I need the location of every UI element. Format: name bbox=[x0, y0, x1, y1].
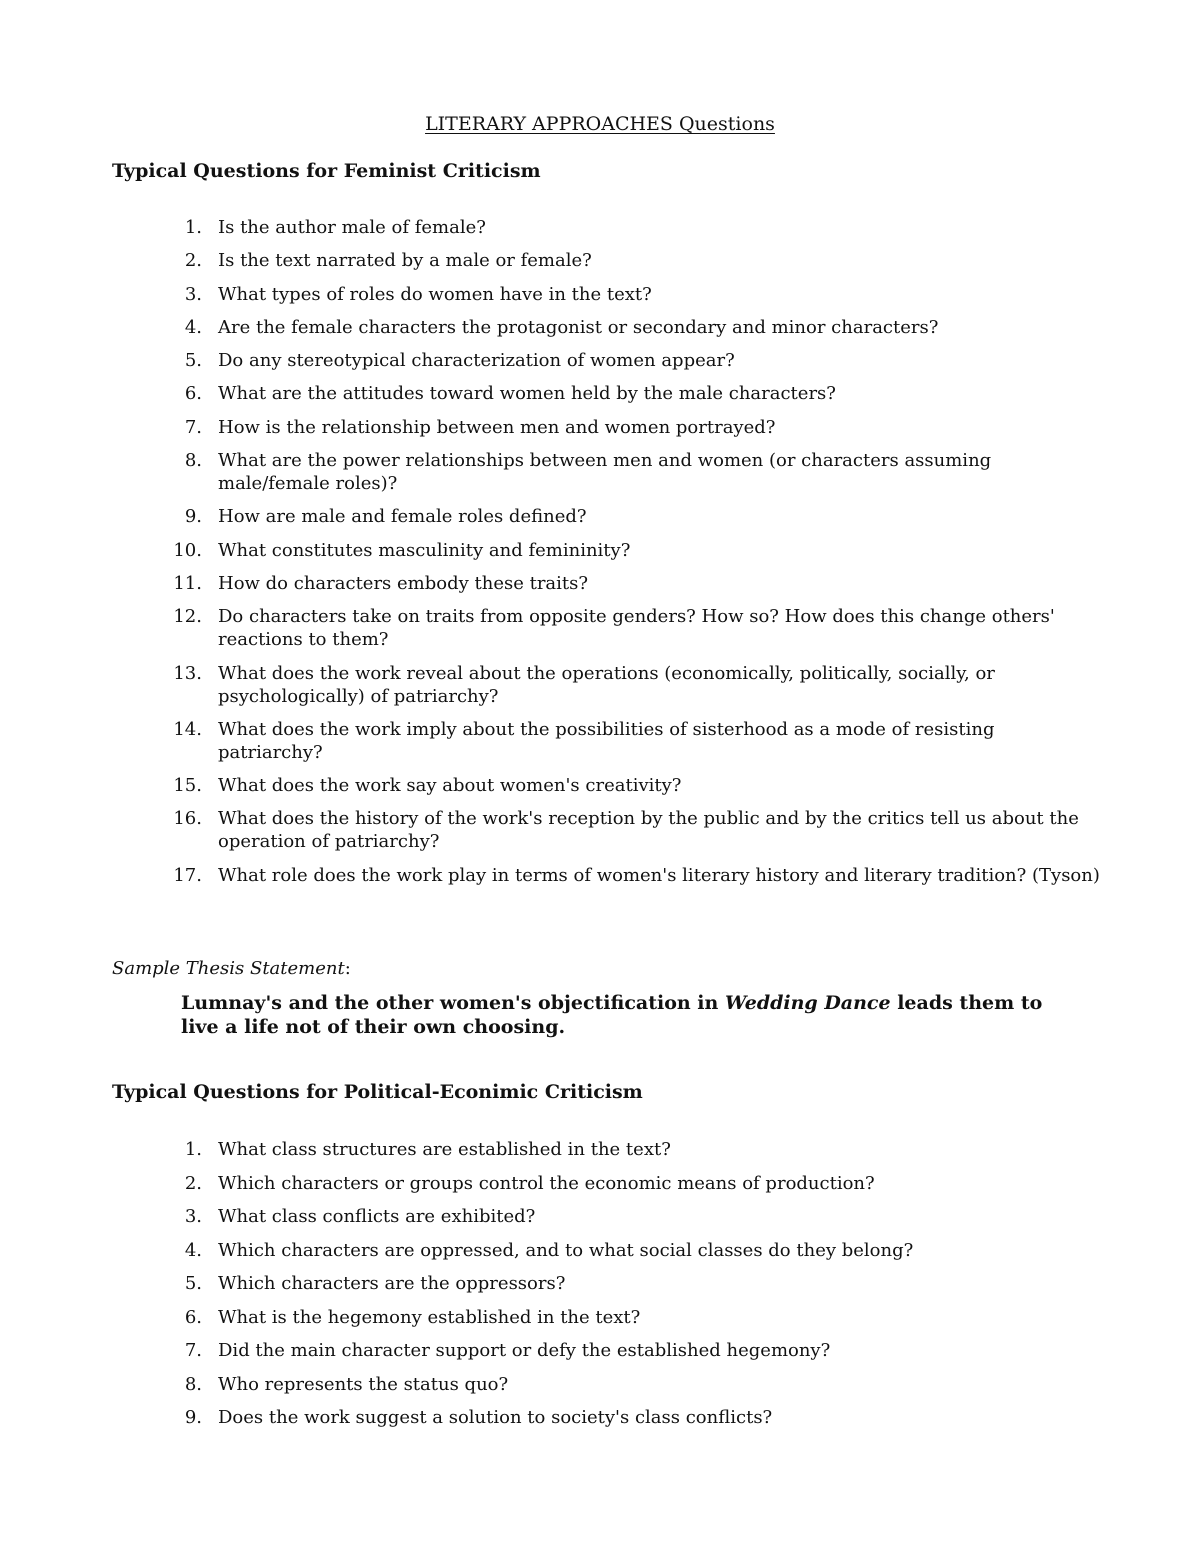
item-text: What does the work reveal about the operations (economically, politically, socially, or psychologically) of patriarchy? bbox=[218, 662, 995, 707]
item-text: What class conflicts are exhibited? bbox=[218, 1206, 536, 1227]
list-item bbox=[112, 605, 1102, 651]
item-text: Do characters take on traits from opposite genders? How so? How does this change others' reactions to them? bbox=[218, 606, 1055, 651]
list-item bbox=[112, 1339, 1102, 1362]
item-text: What are the power relationships between men and women (or characters assuming male/female roles)? bbox=[218, 450, 992, 495]
thesis-text-part1: Lumnay's and the other women's objectification in bbox=[181, 992, 725, 1014]
item-text: What does the work say about women's creativity? bbox=[218, 775, 682, 797]
section-heading-political: Typical Questions for Political-Econimic Criticism bbox=[112, 1081, 643, 1103]
political-question-list bbox=[112, 1138, 1102, 1440]
item-text: How is the relationship between men and women portrayed? bbox=[218, 416, 776, 438]
item-text: What is the hegemony established in the text? bbox=[218, 1306, 641, 1328]
item-text: How are male and female roles defined? bbox=[218, 506, 587, 528]
item-number: 6. bbox=[184, 383, 202, 405]
item-number: 7. bbox=[184, 1340, 202, 1361]
item-number: 1. bbox=[184, 1139, 202, 1160]
item-number: 5. bbox=[184, 350, 202, 372]
feminist-question-list bbox=[112, 216, 1102, 897]
item-number: 2. bbox=[184, 1172, 202, 1194]
list-item bbox=[112, 1138, 1102, 1161]
sample-thesis-label bbox=[112, 958, 351, 979]
item-number: 9. bbox=[184, 1407, 202, 1428]
item-number: 17. bbox=[173, 864, 202, 886]
item-number: 10. bbox=[173, 539, 202, 561]
list-item bbox=[112, 718, 1102, 764]
list-item bbox=[112, 807, 1102, 853]
item-text: Do any stereotypical characterization of women appear? bbox=[218, 350, 735, 372]
list-item bbox=[112, 662, 1102, 708]
list-item bbox=[112, 774, 1102, 797]
item-number: 7. bbox=[184, 416, 202, 438]
list-item bbox=[112, 1172, 1102, 1195]
item-number: 6. bbox=[184, 1306, 202, 1328]
item-number: 3. bbox=[184, 1206, 202, 1227]
list-item bbox=[112, 1239, 1102, 1262]
item-number: 1. bbox=[184, 217, 202, 238]
list-item bbox=[112, 349, 1102, 372]
list-item bbox=[112, 864, 1102, 887]
thesis-statement bbox=[181, 991, 1086, 1039]
item-number: 11. bbox=[173, 572, 202, 594]
item-text: Are the female characters the protagonist or secondary and minor characters? bbox=[218, 316, 939, 338]
item-number: 5. bbox=[184, 1273, 202, 1294]
list-item bbox=[112, 1306, 1102, 1329]
item-text: What constitutes masculinity and femininity? bbox=[218, 539, 631, 561]
item-number: 8. bbox=[184, 1373, 202, 1395]
item-text: Which characters or groups control the economic means of production? bbox=[218, 1172, 875, 1194]
item-text: Does the work suggest a solution to society's class conflicts? bbox=[218, 1407, 773, 1428]
list-item bbox=[112, 1373, 1102, 1396]
thesis-work-title: Wedding Dance bbox=[724, 992, 891, 1014]
thesis-text-part2: leads them to live a life not of their own choosing. bbox=[181, 992, 1043, 1038]
item-text: Which characters are the oppressors? bbox=[218, 1273, 566, 1294]
list-item bbox=[112, 572, 1102, 595]
item-text: What are the attitudes toward women held by the male characters? bbox=[218, 383, 836, 405]
list-item bbox=[112, 249, 1102, 272]
item-number: 2. bbox=[184, 250, 202, 272]
item-number: 14. bbox=[173, 718, 202, 740]
item-number: 8. bbox=[184, 450, 202, 472]
list-item bbox=[112, 283, 1102, 306]
item-text: What does the work imply about the possibilities of sisterhood as a mode of resisting patriarchy? bbox=[218, 718, 995, 763]
list-item bbox=[112, 1272, 1102, 1295]
list-item bbox=[112, 416, 1102, 439]
item-text: What role does the work play in terms of women's literary history and literary tradition? (Tyson) bbox=[218, 864, 1100, 886]
item-number: 12. bbox=[173, 606, 202, 628]
list-item bbox=[112, 449, 1102, 495]
item-number: 4. bbox=[184, 316, 202, 338]
item-number: 13. bbox=[173, 662, 202, 684]
item-number: 16. bbox=[173, 808, 202, 830]
sample-thesis-label-text: Sample Thesis Statement bbox=[112, 958, 345, 979]
item-text: Is the text narrated by a male or female? bbox=[218, 250, 592, 272]
list-item bbox=[112, 539, 1102, 562]
item-text: How do characters embody these traits? bbox=[218, 572, 589, 594]
item-number: 3. bbox=[184, 283, 202, 305]
item-text: What class structures are established in the text? bbox=[218, 1139, 671, 1160]
list-item bbox=[112, 505, 1102, 528]
section-heading-feminist: Typical Questions for Feminist Criticism bbox=[112, 160, 541, 182]
list-item bbox=[112, 1406, 1102, 1429]
list-item bbox=[112, 316, 1102, 339]
item-text: Who represents the status quo? bbox=[218, 1373, 509, 1395]
item-number: 15. bbox=[173, 775, 202, 797]
item-number: 4. bbox=[184, 1239, 202, 1261]
list-item bbox=[112, 382, 1102, 405]
item-text: What types of roles do women have in the text? bbox=[218, 283, 652, 305]
sample-thesis-colon: : bbox=[344, 958, 351, 979]
item-text: Is the author male of female? bbox=[218, 217, 486, 238]
list-item bbox=[112, 216, 1102, 239]
item-text: What does the history of the work's reception by the public and by the critics tell us about the operation of patriarchy? bbox=[218, 808, 1079, 853]
page-title: LITERARY APPROACHES Questions bbox=[425, 113, 775, 135]
item-number: 9. bbox=[184, 506, 202, 528]
list-item bbox=[112, 1205, 1102, 1228]
item-text: Which characters are oppressed, and to what social classes do they belong? bbox=[218, 1239, 914, 1261]
item-text: Did the main character support or defy the established hegemony? bbox=[218, 1340, 831, 1361]
